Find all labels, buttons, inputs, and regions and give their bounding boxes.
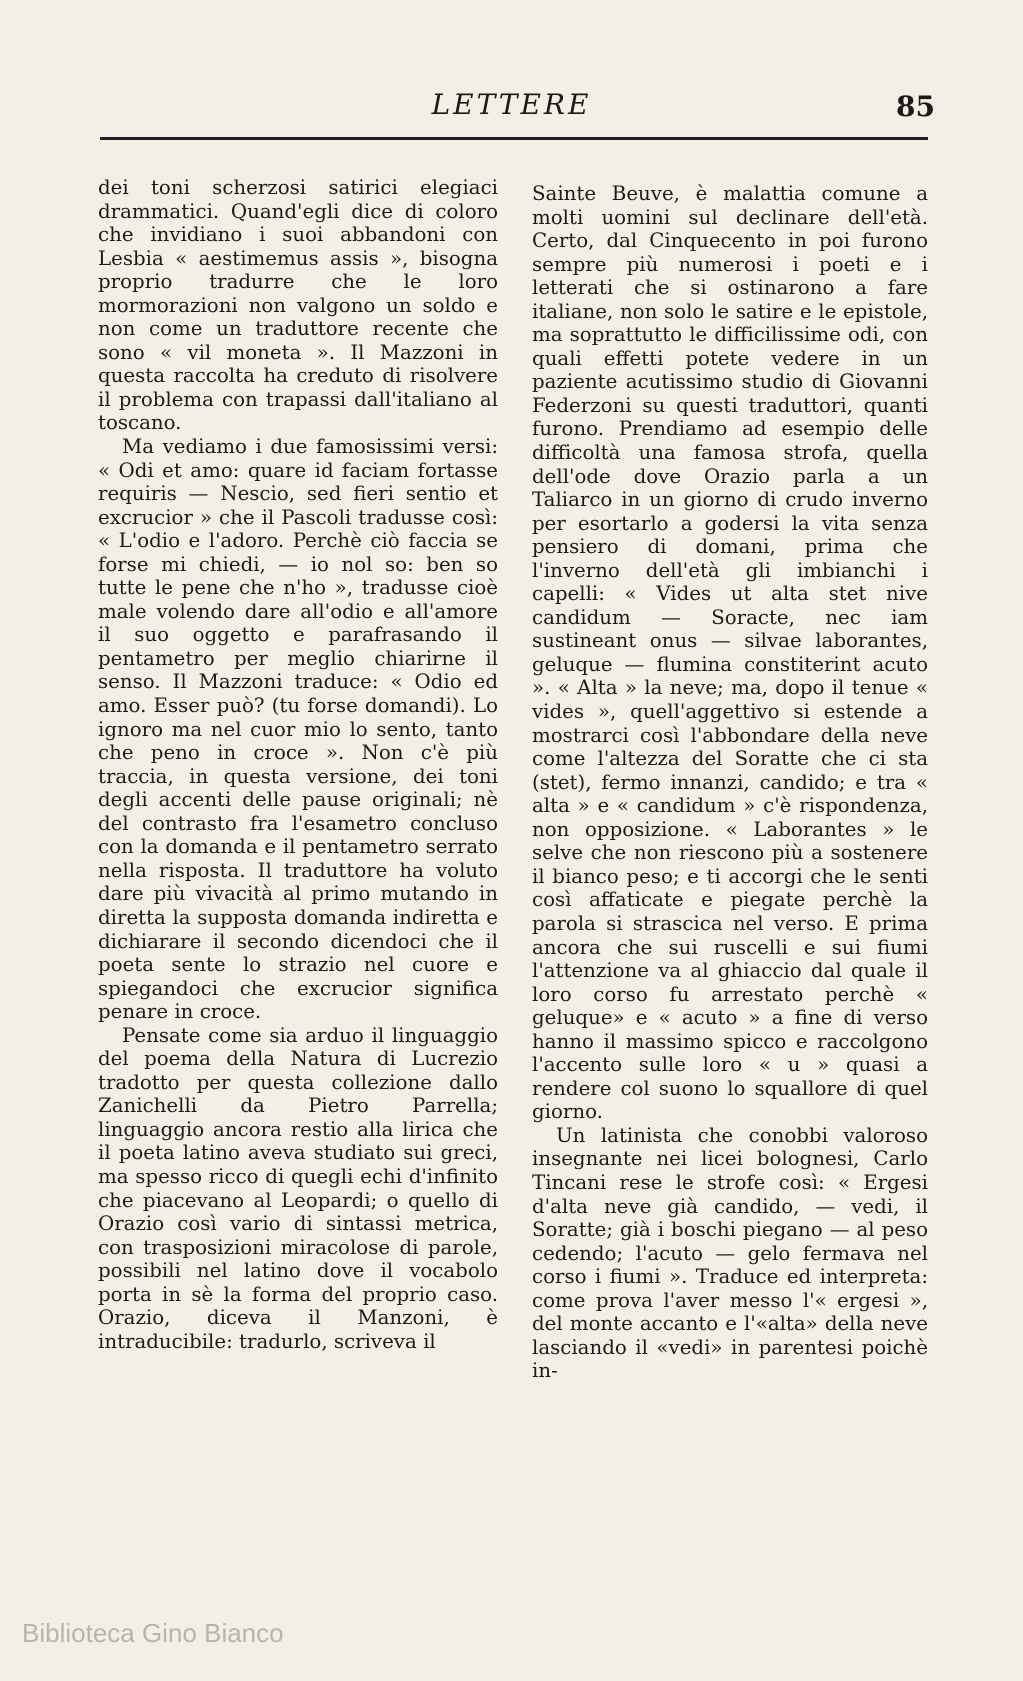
paragraph: Pensate come sia arduo il linguaggio del poema della Natura di Lucrezio tradotto per questa collezione dallo Zanichelli da Pietro Parrella; linguaggio ancora restio alla lirica che il poeta latino aveva studiato sui greci, ma spesso ricco di quegli echi d'infinito che piacevano al Leopardi; o quello di Orazio così vario di sintassi metrica, con trasposizioni miracolose di parole, possibili nel latino dove il vocabolo porta in sè la forma del proprio caso. Orazio, diceva il Manzoni, è intraducibile: tradurlo, scriveva il [98, 1023, 498, 1353]
paragraph: dei toni scherzosi satirici elegiaci drammatici. Quand'egli dice di coloro che invidiano i suoi abbandoni con Lesbia « aestimemus assis », bisogna proprio tradurre che le loro mormorazioni non valgono un soldo e non come un traduttore recente che sono « vil moneta ». Il Mazzoni in questa raccolta ha creduto di risolvere il problema con trapassi dall'italiano al toscano. [98, 176, 498, 435]
library-watermark: Biblioteca Gino Bianco [22, 1618, 284, 1648]
paragraph: Sainte Beuve, è malattia comune a molti uomini sul declinare dell'età. Certo, dal Cinquecento in poi furono sempre più numerosi i poeti e i letterati che si ostinarono a fare italiane, non solo le satire e le epistole, ma soprattutto le difficilissime odi, con quali effetti potete vedere in un paziente acutissimo studio di Giovanni Federzoni su questi traduttori, quanti furono. Prendiamo ad esempio delle difficoltà una famosa strofa, quella dell'ode dove Orazio parla a un Taliarco in un giorno di crudo inverno per esortarlo a godersi la vita senza pensiero di domani, prima che l'inverno dell'età gli imbianchi i capelli: « Vides ut alta stet nive candidum — Soracte, nec iam sustineant onus — silvae laborantes, geluque — flumina constiterint acuto ». « Alta » la neve; ma, dopo il tenue « vides », quell'aggettivo si estende a mostrarci così l'abbondare della neve come l'altezza del Soratte che ci sta (stet), fermo innanzi, candido; e tra « alta » e « candidum » c'è rispondenza, non opposizione. « Laborantes » le selve che non riescono più a sostenere il bianco peso; e ti accorgi che le senti così affaticate e piegate perchè la parola si strascica nel verso. E prima ancora che sui ruscelli e sui fiumi l'attenzione va al ghiaccio dal quale il loro corso fu arrestato perchè « geluque» e « acuto » a fine di verso hanno il massimo spicco e raccolgono l'accento sulle loro « u » quasi a rendere col suono lo squallore di quel giorno. [532, 182, 928, 1124]
right-text-column [532, 182, 928, 1383]
page-number: 85 [896, 90, 935, 123]
header-rule [100, 137, 928, 140]
running-header-title: LETTERE [431, 88, 592, 121]
paragraph: Ma vediamo i due famosissimi versi: « Odi et amo: quare id faciam fortasse requiris — Nescio, sed fieri sentio et excrucior » che il Pascoli tradusse così: « L'odio e l'adoro. Perchè ciò faccia se forse mi chiedi, — io nol so: ben so tutte le pene che n'ho », tradusse cioè male volendo dare all'odio e all'amore il suo oggetto e parafrasando il pentametro per meglio chiarirne il senso. Il Mazzoni traduce: « Odio ed amo. Esser può? (tu forse domandi). Lo ignoro ma nel cuor mio lo sento, tanto che peno in croce ». Non c'è più traccia, in questa versione, dei toni degli accenti delle pause originali; nè del contrasto fra l'esametro concluso con la domanda e il pentametro serrato nella risposta. Il traduttore ha voluto dare più vivacità al primo mutando in diretta la supposta domanda indiretta e dichiarare il secondo dicendoci che il poeta sente lo strazio nel cuore e spiegandoci che excrucior significa penare in croce. [98, 435, 498, 1024]
left-text-column [98, 176, 498, 1353]
paragraph: Un latinista che conobbi valoroso insegnante nei licei bolognesi, Carlo Tincani rese le strofe così: « Ergesi d'alta neve già candido, — vedi, il Soratte; già i boschi piegano — al peso cedendo; l'acuto — gelo fermava nel corso i fiumi ». Traduce ed interpreta: come prova l'aver messo l'« ergesi », del monte accanto e l'«alta» della neve lasciando il «vedi» in parentesi poichè in- [532, 1123, 928, 1383]
